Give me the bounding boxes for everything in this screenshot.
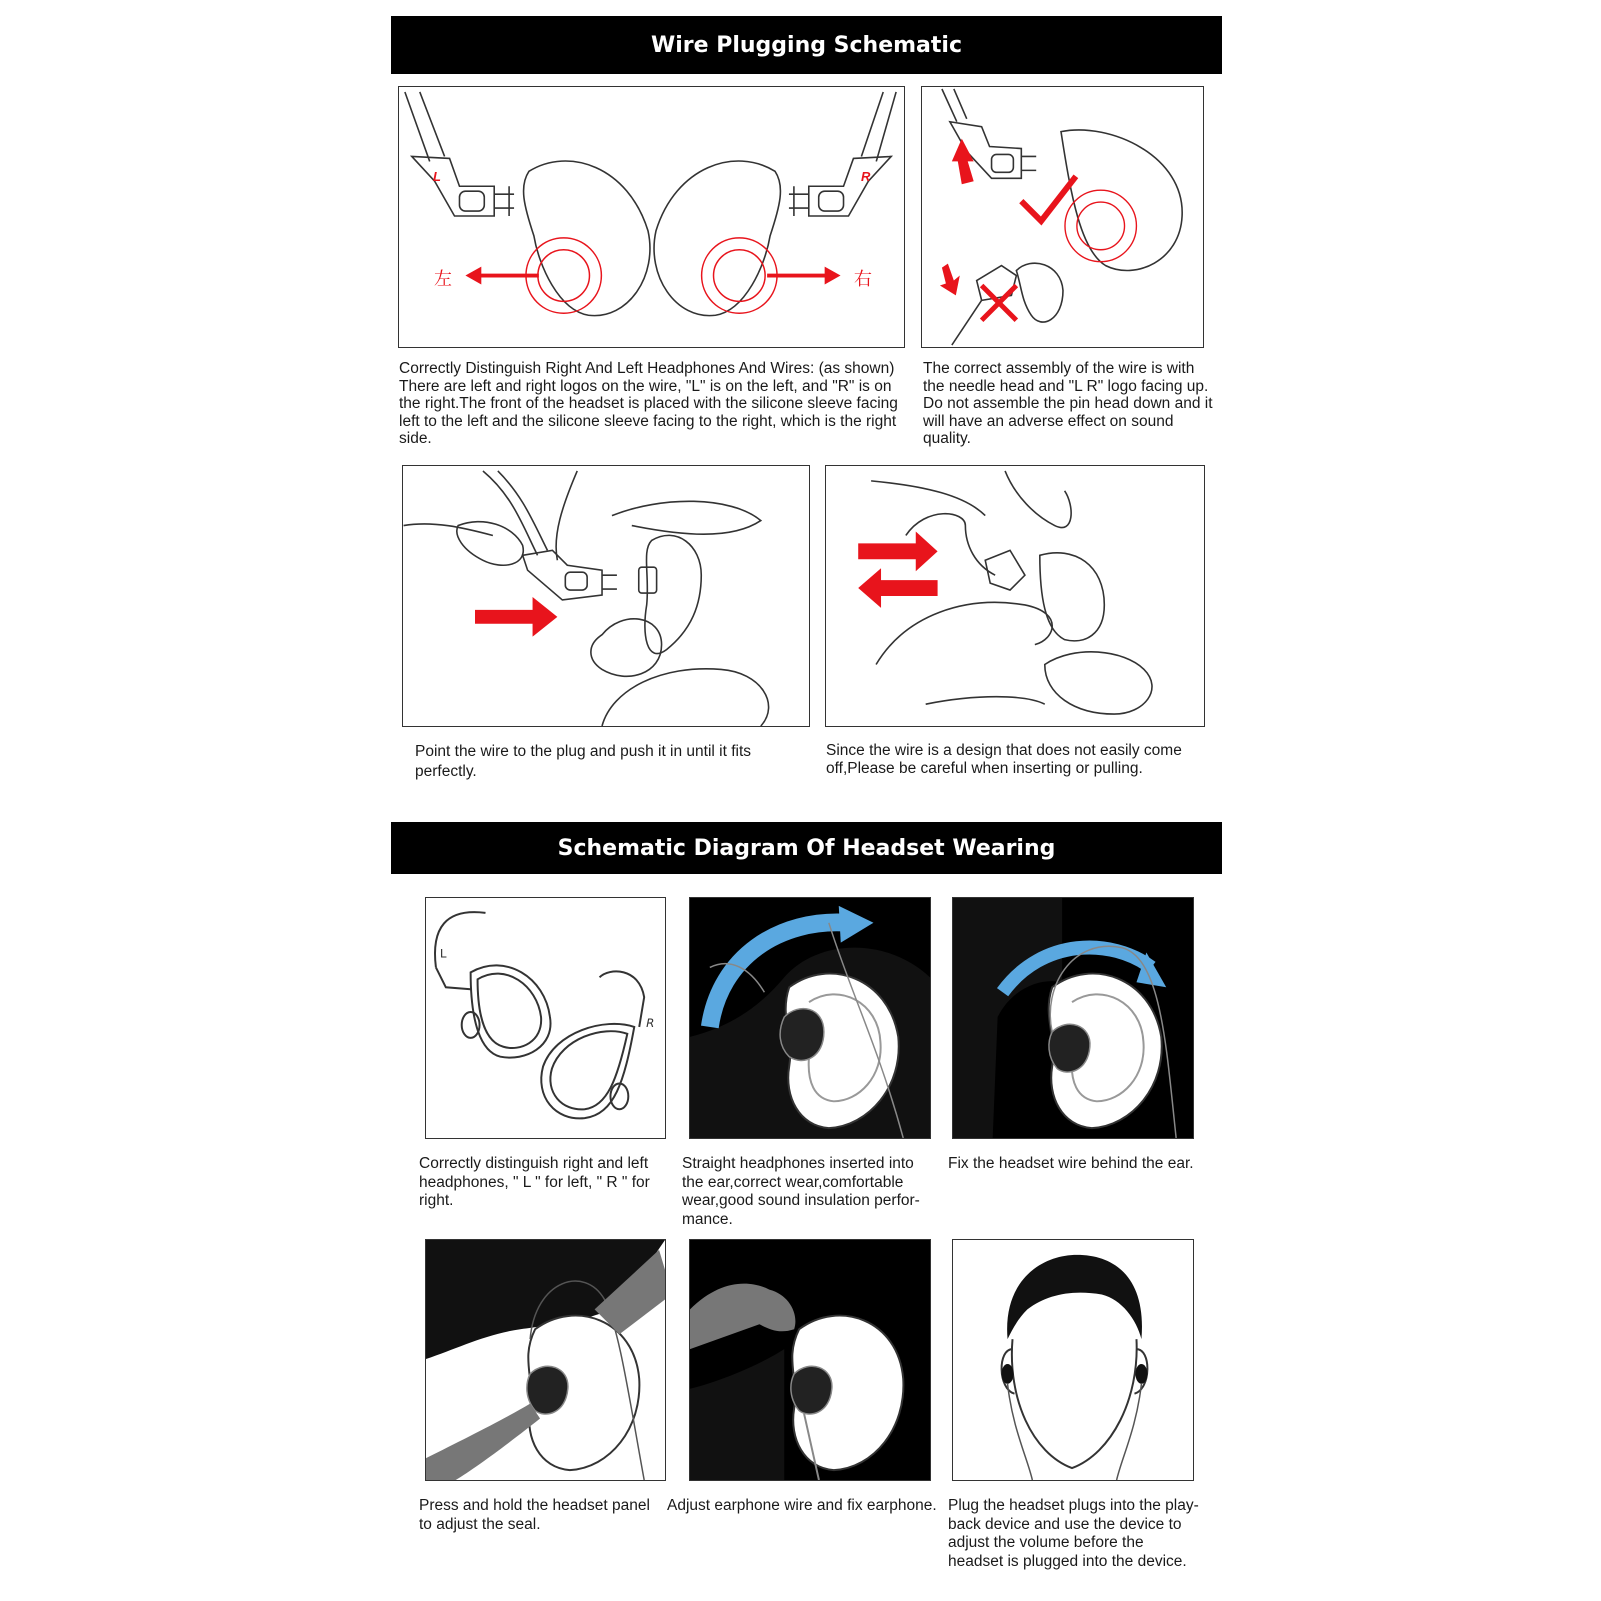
section-title: Wire Plugging Schematic (650, 32, 962, 58)
press-seal-drawing (426, 1240, 665, 1480)
wearing-caption-5: Adjust earphone wire and fix earphone. (667, 1497, 937, 1514)
wearing-step-4-image (425, 1239, 666, 1481)
wearing-caption-4: Press and hold the headset panel to adjust the seal. (419, 1497, 650, 1533)
insert-ear-drawing (690, 898, 930, 1138)
diagram-assembly-orientation (921, 86, 1204, 348)
wearing-step-5-image (689, 1239, 931, 1481)
careful-insert-drawing (826, 466, 1204, 726)
wearing-caption-1: Correctly distinguish right and left headphones, " L " for left, " R " for right. (419, 1155, 650, 1209)
section-banner-wire-plugging (391, 16, 1222, 74)
section-title: Schematic Diagram Of Headset Wearing (557, 835, 1056, 861)
logo-l: L (433, 169, 441, 184)
push-plug-drawing (403, 466, 809, 726)
assembly-orientation-drawing (922, 87, 1203, 347)
caption-careful-insert: Since the wire is a design that does not easily come off,Please be careful when inserting or pulling. (826, 742, 1182, 777)
wearing-step-6-image (952, 1239, 1194, 1481)
wearing-step-2-image (689, 897, 931, 1139)
adjust-wire-drawing (690, 1240, 930, 1480)
label-right: 右 (854, 269, 872, 289)
earphones-lr-drawing (426, 898, 665, 1138)
caption-push-plug: Point the wire to the plug and push it in until it fits perfectly. (415, 743, 752, 780)
logo-l: L (439, 946, 447, 961)
wearing-caption-6: Plug the headset plugs into the play-back device and use the device to adjust the volume before the headset is plugged into the device. (948, 1497, 1199, 1570)
arrow-right-icon (767, 267, 840, 285)
diagram-lr-identification (398, 86, 905, 348)
plug-device-drawing (953, 1240, 1193, 1480)
caption-lr-identification: Correctly Distinguish Right And Left Headphones And Wires: (as shown) There are left and right logos on the wire, "L" is on the left, and "R" is on the right.The front of the headset is placed with the silicone sleeve facing left to the left and the silicone sleeve facing to the right, which is the right side. (399, 360, 898, 447)
diagram-careful-insert (825, 465, 1205, 727)
wearing-caption-2: Straight headphones inserted into the ear,correct wear,comfortable wear,good sound insulation perfor-mance. (682, 1155, 920, 1228)
wearing-step-3-image (952, 897, 1194, 1139)
arrow-left-icon (465, 267, 538, 285)
cross-icon (982, 285, 1017, 320)
logo-r: R (646, 1015, 655, 1030)
wearing-step-1-image (425, 897, 666, 1139)
section-banner-headset-wearing (391, 822, 1222, 874)
check-icon (1021, 176, 1076, 221)
double-arrow-icon (858, 531, 937, 607)
arrow-right-icon (475, 597, 557, 637)
diagram-push-plug (402, 465, 810, 727)
caption-assembly-orientation: The correct assembly of the wire is with the needle head and "L R" logo facing up. Do not assemble the pin head down and it will have an adverse effect on sound quality. (923, 360, 1213, 447)
behind-ear-drawing (953, 898, 1193, 1138)
arrow-down-icon (940, 264, 960, 296)
logo-r: R (861, 169, 871, 184)
wearing-caption-3: Fix the headset wire behind the ear. (948, 1155, 1194, 1172)
arrow-up-icon (952, 139, 974, 185)
label-left: 左 (434, 269, 452, 289)
lr-identification-drawing (399, 87, 904, 347)
